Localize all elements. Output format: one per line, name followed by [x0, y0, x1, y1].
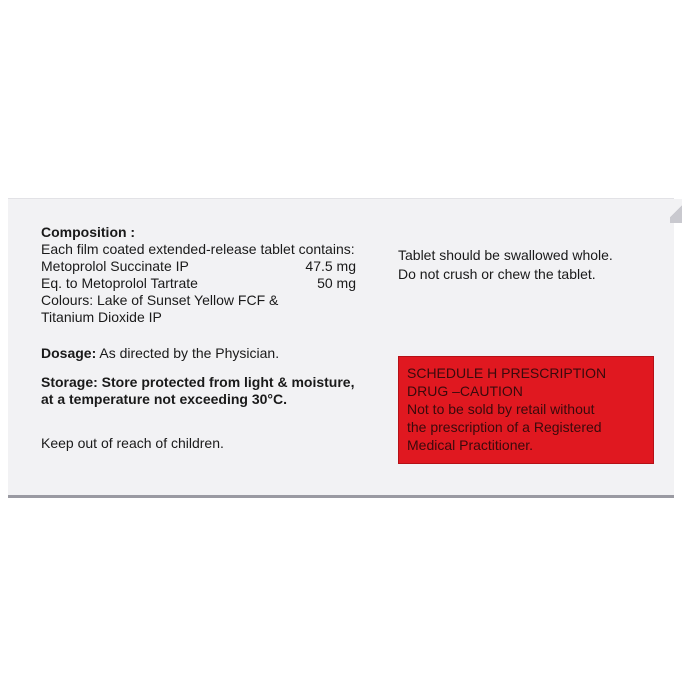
composition-heading: Composition : [41, 224, 136, 240]
keep-out-of-reach-text: Keep out of reach of children. [41, 435, 224, 451]
ingredient-amount: 50 mg [317, 275, 356, 291]
storage-line: Storage: Store protected from light & moisture, [41, 374, 355, 390]
swallow-line: Tablet should be swallowed whole. [398, 247, 613, 263]
swallow-instructions [398, 246, 658, 284]
composition-section [41, 224, 381, 452]
ingredient-name: Eq. to Metoprolol Tartrate [41, 275, 198, 291]
colours-line: Colours: Lake of Sunset Yellow FCF & [41, 292, 279, 308]
dosage-line [41, 345, 381, 362]
ingredient-row [41, 258, 356, 275]
warning-line: Medical Practitioner. [407, 437, 534, 453]
dosage-label: Dosage: [41, 345, 97, 361]
ingredient-name: Metoprolol Succinate IP [41, 258, 189, 274]
warning-line: Not to be sold by retail without [407, 401, 595, 417]
ingredient-row [41, 275, 356, 292]
carton-fold [670, 199, 682, 223]
ingredient-amount: 47.5 mg [305, 258, 356, 274]
composition-intro: Each film coated extended-release tablet contains: [41, 241, 355, 257]
colours-line: Titanium Dioxide IP [41, 309, 162, 325]
dosage-text: As directed by the Physician. [96, 345, 280, 361]
carton-panel [8, 198, 674, 498]
schedule-h-warning-box [398, 356, 654, 464]
warning-line: DRUG –CAUTION [407, 383, 523, 399]
warning-line: the prescription of a Registered [407, 419, 602, 435]
warning-line: SCHEDULE H PRESCRIPTION [407, 365, 607, 381]
swallow-line: Do not crush or chew the tablet. [398, 266, 596, 282]
storage-line: at a temperature not exceeding 30°C. [41, 391, 288, 407]
